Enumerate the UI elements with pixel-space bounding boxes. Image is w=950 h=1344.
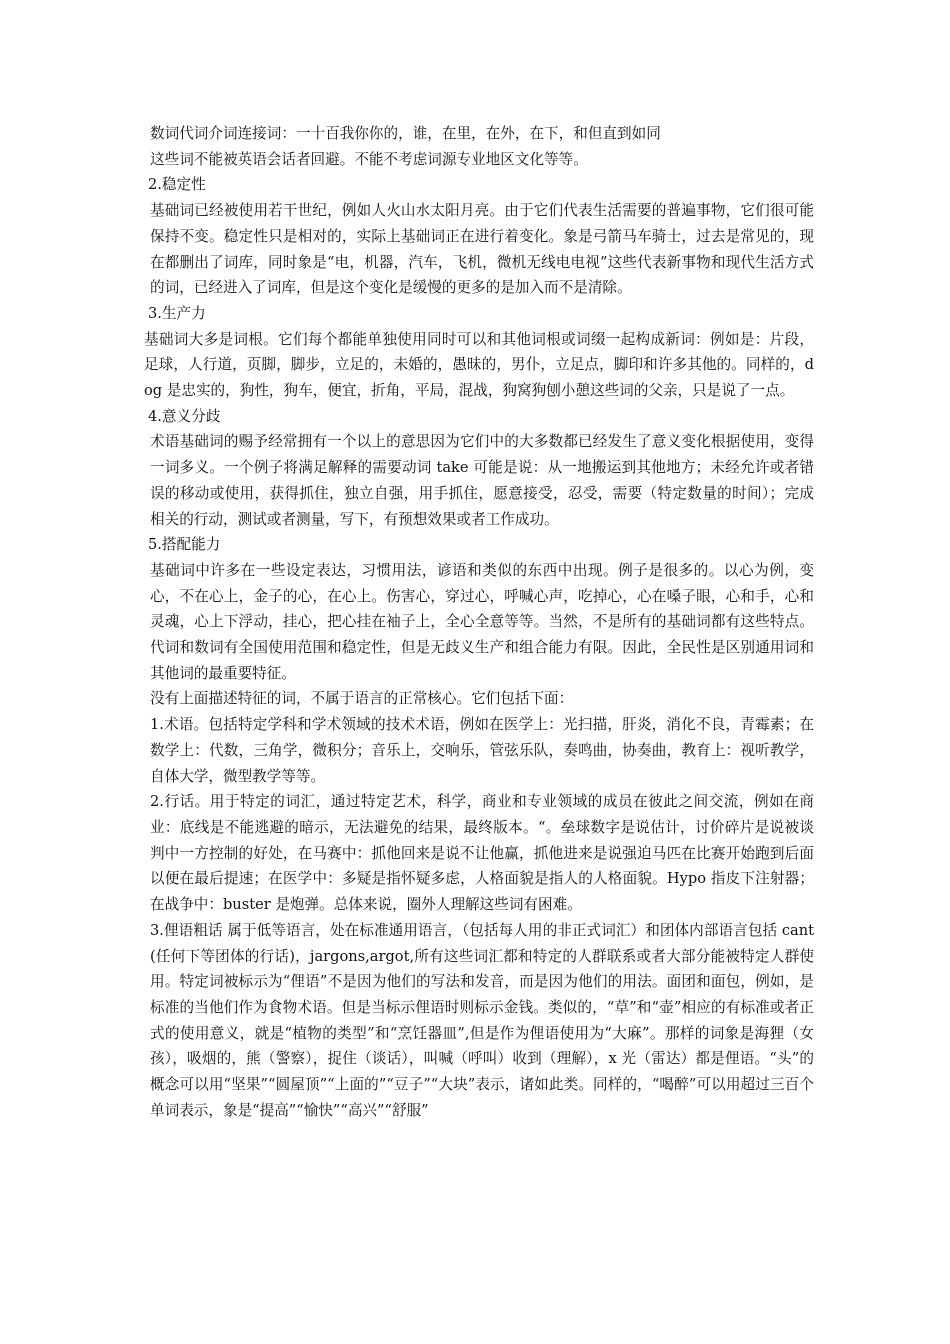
body-paragraph: 这些词不能被英语会话者回避。不能不考虑词源专业地区文化等等。 [150,150,588,168]
section-heading: 5.搭配能力 [148,536,221,554]
section-heading: 4.意义分歧 [148,407,221,425]
body-paragraph: 基础词大多是词根。它们每个都能单独使用同时可以和其他词根或词缀一起构成新词：例如是：片段，足球，人行道，页脚，脚步，立足的，未婚的，愚昧的，男仆，立足点，脚印和许多其他的。同样的，dog 是忠实的，狗性，狗车，便宜，折角，平局，混战，狗窝狗刨小憩这些词的父亲，只是说了一点。 [144,330,814,400]
body-paragraph: 术语基础词的赐予经常拥有一个以上的意思因为它们中的大多数都已经发生了意义变化根据使用，变得一词多义。一个例子将满足解释的需要动词 take 可能是说：从一地搬运到其他地方；未经允许或者错误的移动或使用，获得抓住，独立自强，用手抓住，愿意接受，忍受，需要（特定数量的时间）；完成相关的行动，测试或者测量，写下，有预想效果或者工作成功。 [150,433,814,528]
body-paragraph: 2.行话。用于特定的词汇，通过特定艺术，科学，商业和专业领域的成员在彼此之间交流，例如在商业：底线是不能逃避的暗示，无法避免的结果，最终版本。“。垒球数字是说估计，讨价碎片是说被谈判中一方控制的好处，在马赛中：抓他回来是说不让他赢，抓他进来是说强迫马匹在比赛开始跑到后面以便在最后提速；在医学中：多疑是指怀疑多虑，人格面貌是指人的人格面貌。Hypo 指皮下注射器；在战争中：buster 是炮弹。总体来说，圈外人理解这些词有困难。 [150,793,814,914]
body-paragraph: 1.术语。包括特定学科和学术领域的技术术语，例如在医学上：光扫描，肝炎，消化不良，青霉素；在数学上：代数，三角学，微积分；音乐上，交响乐，管弦乐队，奏鸣曲，协奏曲，教育上：视听教学，自体大学，微型教学等等。 [150,716,814,785]
body-paragraph: 3.俚语粗话 属于低等语言，处在标准通用语言，（包括每人用的非正式词汇）和团体内部语言包括 cant(任何下等团体的行话)，jargons,argot,所有这些词汇都和特定的人群联系或者大部分能被特定人群使用。特定词被标示为“俚语”不是因为他们的写法和发音，而是因为他们的用法。面团和面包，例如，是标准的当他们作为食物术语。但是当标示俚语时则标示金钱。类似的，“草”和“壶”相应的有标准或者正式的使用意义，就是“植物的类型”和“烹饪器皿”,但是作为俚语使用为“大麻”。那样的词象是海狸（女孩），吸烟的，熊（警察），捉住（谈话），叫喊（呼叫）收到（理解），x 光（雷达）都是俚语。“头”的概念可以用“坚果”“圆屋顶”“上面的”“豆子”“大块”表示，诸如此类。同样的，“喝醉”可以用超过三百个单词表示，象是“提高”“愉快”“高兴”“舒服” [150,921,814,1119]
body-paragraph: 基础词中许多在一些设定表达，习惯用法，谚语和类似的东西中出现。例子是很多的。以心为例，变心，不在心上，金子的心，在心上。伤害心，穿过心，呼喊心声，吃掉心，心在嗓子眼，心和手，心和灵魂，心上下浮动，挂心，把心挂在袖子上，全心全意等等。当然，不是所有的基础词都有这些特点。代词和数词有全国使用范围和稳定性，但是无歧义生产和组合能力有限。因此，全民性是区别通用词和其他词的最重要特征。 [150,561,814,682]
document-page [144,121,814,1123]
body-paragraph: 数词代词介词连接词：一十百我你你的，谁，在里，在外，在下，和但直到如同 [150,125,661,142]
section-heading: 2.稳定性 [148,176,206,194]
body-paragraph: 没有上面描述特征的词，不属于语言的正常核心。它们包括下面： [150,690,574,708]
section-heading: 3.生产力 [148,304,206,322]
body-paragraph: 基础词已经被使用若干世纪，例如人火山水太阳月亮。由于它们代表生活需要的普遍事物，它们很可能保持不变。稳定性只是相对的，实际上基础词正在进行着变化。象是弓箭马车骑士，过去是常见的，现在都删出了词库，同时象是“电，机器，汽车，飞机，微机无线电电视”这些代表新事物和现代生活方式的词，已经进入了词库，但是这个变化是缓慢的更多的是加入而不是清除。 [150,202,814,297]
